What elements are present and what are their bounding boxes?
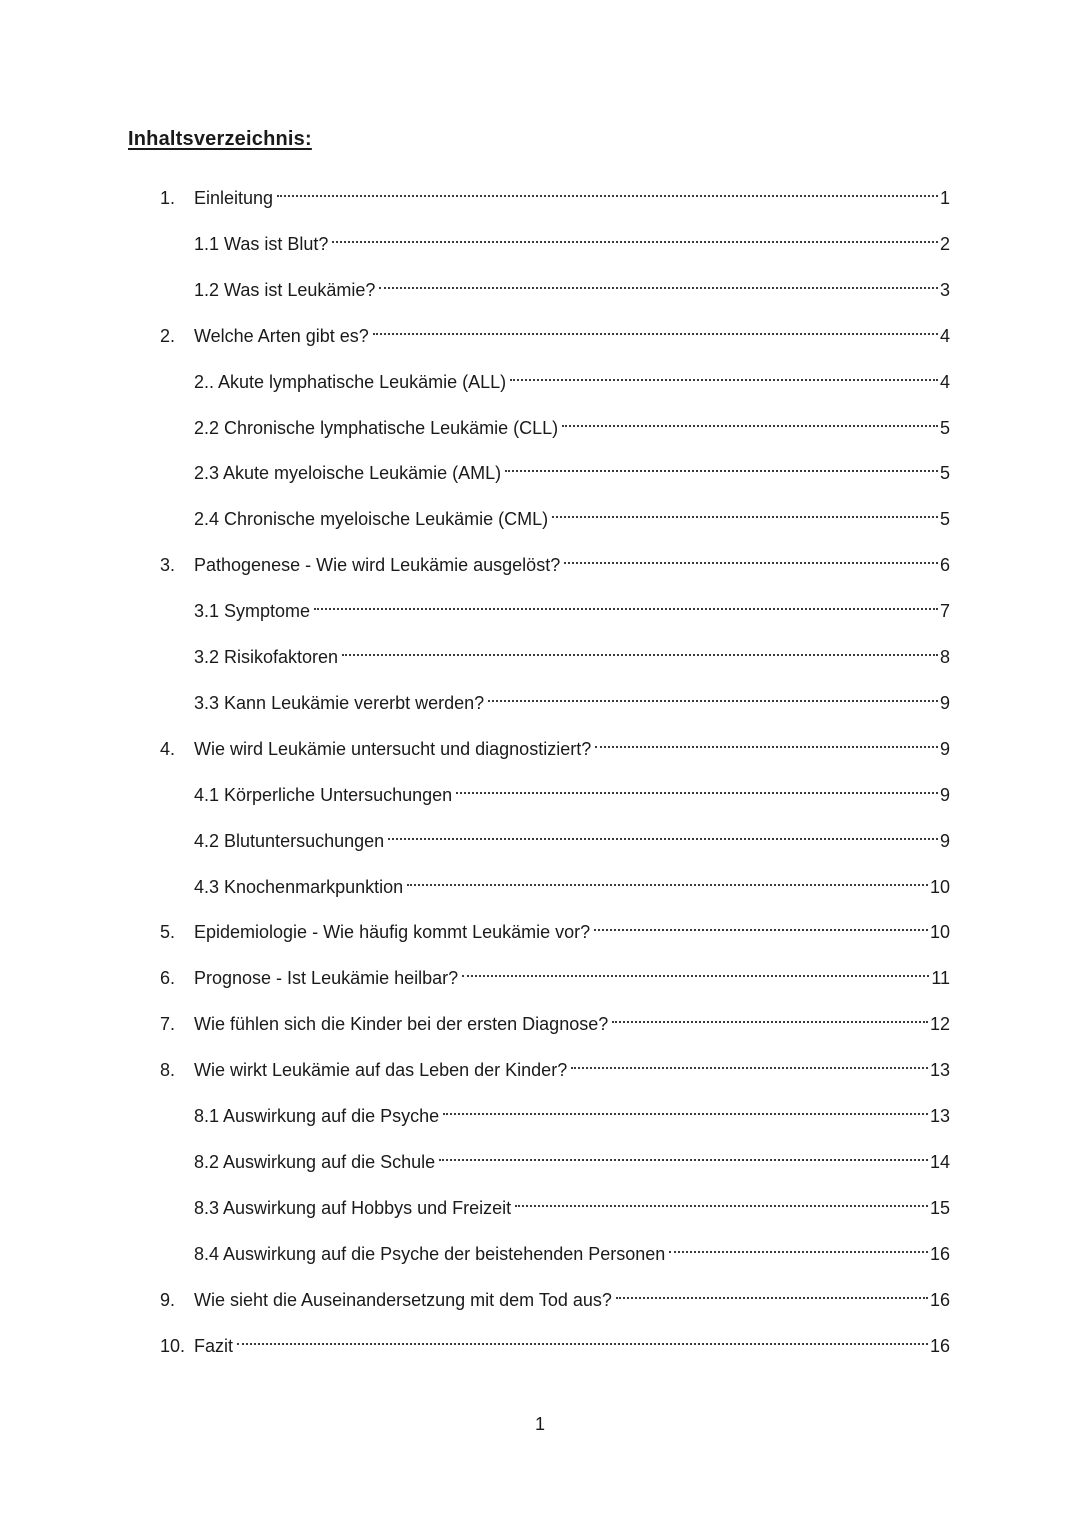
toc-entry-title: Prognose - Ist Leukämie heilbar? bbox=[194, 968, 459, 988]
toc-entry-page: 16 bbox=[929, 1290, 950, 1310]
toc-entry bbox=[194, 222, 950, 254]
toc-entry-title: Welche Arten gibt es? bbox=[194, 326, 369, 346]
toc-entry-title: Epidemiologie - Wie häufig kommt Leukämie vor? bbox=[194, 922, 591, 942]
toc-dot-leader bbox=[314, 589, 938, 617]
toc-entry bbox=[160, 910, 950, 942]
toc-dot-leader bbox=[462, 956, 929, 984]
toc-entry-title: 8.1 Auswirkung auf die Psyche bbox=[194, 1106, 440, 1126]
toc-dot-leader bbox=[669, 1232, 928, 1260]
toc-dot-leader bbox=[439, 1140, 928, 1168]
toc-entry-title: 3.3 Kann Leukämie vererbt werden? bbox=[194, 693, 485, 713]
toc-entry-number: 1. bbox=[160, 188, 176, 208]
toc-entry bbox=[194, 589, 950, 621]
toc-entry bbox=[160, 727, 950, 759]
toc-entry-title: 2.3 Akute myeloische Leukämie (AML) bbox=[194, 463, 502, 483]
toc-dot-leader bbox=[277, 176, 938, 204]
toc-entry-title: 8.4 Auswirkung auf die Psyche der beistehenden Personen bbox=[194, 1244, 666, 1264]
toc-entry-page: 9 bbox=[939, 831, 950, 851]
toc-entry-title: 8.2 Auswirkung auf die Schule bbox=[194, 1152, 436, 1172]
toc-entry bbox=[194, 773, 950, 805]
toc-entry bbox=[194, 1186, 950, 1218]
toc-entry bbox=[160, 314, 950, 346]
toc-entry-page: 12 bbox=[929, 1014, 950, 1034]
toc-entry bbox=[160, 1278, 950, 1310]
toc-entry-title: 1.2 Was ist Leukämie? bbox=[194, 280, 376, 300]
toc-dot-leader bbox=[510, 360, 938, 388]
toc-entry-title: 2.4 Chronische myeloische Leukämie (CML) bbox=[194, 509, 549, 529]
toc-entry-title: 4.1 Körperliche Untersuchungen bbox=[194, 785, 453, 805]
toc-dot-leader bbox=[407, 865, 928, 893]
toc-entry-title: Wie sieht die Auseinandersetzung mit dem Tod aus? bbox=[194, 1290, 612, 1310]
toc-entry bbox=[160, 176, 950, 208]
toc-entry-number: 5. bbox=[160, 922, 176, 942]
toc-entry bbox=[194, 360, 950, 392]
toc-entry-title: 4.2 Blutuntersuchungen bbox=[194, 831, 385, 851]
toc-entry-page: 9 bbox=[939, 785, 950, 805]
toc-entry-page: 10 bbox=[929, 922, 950, 942]
toc-entry-page: 7 bbox=[939, 601, 950, 621]
toc-dot-leader bbox=[612, 1002, 928, 1030]
toc-dot-leader bbox=[594, 910, 928, 938]
toc-entry-title: 4.3 Knochenmarkpunktion bbox=[194, 877, 404, 897]
toc-entry-title: 8.3 Auswirkung auf Hobbys und Freizeit bbox=[194, 1198, 512, 1218]
toc-dot-leader bbox=[552, 497, 938, 525]
page-number: 1 bbox=[534, 1414, 545, 1434]
toc-entry bbox=[160, 543, 950, 575]
toc-entry-number: 4. bbox=[160, 739, 176, 759]
toc-dot-leader bbox=[388, 819, 938, 847]
toc-dot-leader bbox=[616, 1278, 928, 1306]
toc-dot-leader bbox=[595, 727, 938, 755]
toc-entry bbox=[194, 1094, 950, 1126]
toc-entry-number: 10. bbox=[160, 1336, 186, 1356]
toc-dot-leader bbox=[379, 268, 938, 296]
toc-entry-page: 14 bbox=[929, 1152, 950, 1172]
toc-entry bbox=[194, 635, 950, 667]
toc-entry bbox=[160, 1002, 950, 1034]
toc-entry-number: 3. bbox=[160, 555, 176, 575]
toc-entry bbox=[194, 1140, 950, 1172]
toc-entry bbox=[194, 865, 950, 897]
toc-entry bbox=[194, 451, 950, 483]
toc-entry-number: 7. bbox=[160, 1014, 176, 1034]
toc-entry-title: Wie fühlen sich die Kinder bei der ersten Diagnose? bbox=[194, 1014, 609, 1034]
toc-entry bbox=[194, 681, 950, 713]
toc-entry-page: 4 bbox=[939, 372, 950, 392]
toc-entry-page: 3 bbox=[939, 280, 950, 300]
toc-dot-leader bbox=[505, 451, 938, 479]
toc-entry-page: 8 bbox=[939, 647, 950, 667]
toc-entry-page: 10 bbox=[929, 877, 950, 897]
toc-entry bbox=[194, 268, 950, 300]
toc-entry-page: 15 bbox=[929, 1198, 950, 1218]
toc-entry bbox=[160, 1324, 950, 1356]
toc-entry-title: 2.. Akute lymphatische Leukämie (ALL) bbox=[194, 372, 507, 392]
toc-entry-title: 2.2 Chronische lymphatische Leukämie (CLL) bbox=[194, 418, 559, 438]
toc-entry-title: Wie wird Leukämie untersucht und diagnostiziert? bbox=[194, 739, 592, 759]
toc-dot-leader bbox=[515, 1186, 928, 1214]
toc-entry-page: 5 bbox=[939, 509, 950, 529]
toc-entry bbox=[194, 497, 950, 529]
toc-entry-page: 1 bbox=[939, 188, 950, 208]
toc-entry-page: 9 bbox=[939, 739, 950, 759]
toc-entry bbox=[194, 1232, 950, 1264]
toc-dot-leader bbox=[342, 635, 938, 663]
toc-entry bbox=[194, 406, 950, 438]
toc-dot-leader bbox=[443, 1094, 928, 1122]
toc-heading: Inhaltsverzeichnis: bbox=[128, 128, 312, 150]
toc-entry bbox=[160, 956, 950, 988]
toc-entry-page: 13 bbox=[929, 1060, 950, 1080]
toc-entry-title: 1.1 Was ist Blut? bbox=[194, 234, 329, 254]
toc-dot-leader bbox=[373, 314, 938, 342]
toc-entry-page: 16 bbox=[929, 1336, 950, 1356]
toc-entry-page: 5 bbox=[939, 418, 950, 438]
toc-dot-leader bbox=[564, 543, 938, 571]
toc-entry bbox=[160, 1048, 950, 1080]
toc-entry-title: Pathogenese - Wie wird Leukämie ausgelöst? bbox=[194, 555, 561, 575]
toc-entry-title: 3.2 Risikofaktoren bbox=[194, 647, 339, 667]
toc-entry-number: 8. bbox=[160, 1060, 176, 1080]
toc-entry-page: 5 bbox=[939, 463, 950, 483]
toc-entry-page: 13 bbox=[929, 1106, 950, 1126]
toc-entry-page: 9 bbox=[939, 693, 950, 713]
toc-entry-number: 2. bbox=[160, 326, 176, 346]
toc-entry-number: 6. bbox=[160, 968, 176, 988]
toc-entry-title: Einleitung bbox=[194, 188, 274, 208]
toc-entry-number: 9. bbox=[160, 1290, 176, 1310]
toc-entry-title: Fazit bbox=[194, 1336, 234, 1356]
toc-dot-leader bbox=[456, 773, 938, 801]
toc-dot-leader bbox=[488, 681, 938, 709]
toc-dot-leader bbox=[237, 1324, 928, 1352]
toc-entry-page: 4 bbox=[939, 326, 950, 346]
toc-entry bbox=[194, 819, 950, 851]
toc-entry-title: 3.1 Symptome bbox=[194, 601, 311, 621]
toc-entry-page: 6 bbox=[939, 555, 950, 575]
toc-dot-leader bbox=[332, 222, 938, 250]
toc-dot-leader bbox=[562, 406, 938, 434]
toc-entry-page: 16 bbox=[929, 1244, 950, 1264]
toc-entry-title: Wie wirkt Leukämie auf das Leben der Kinder? bbox=[194, 1060, 568, 1080]
toc-entry-page: 11 bbox=[931, 968, 950, 988]
toc-dot-leader bbox=[571, 1048, 928, 1076]
toc-entry-page: 2 bbox=[939, 234, 950, 254]
